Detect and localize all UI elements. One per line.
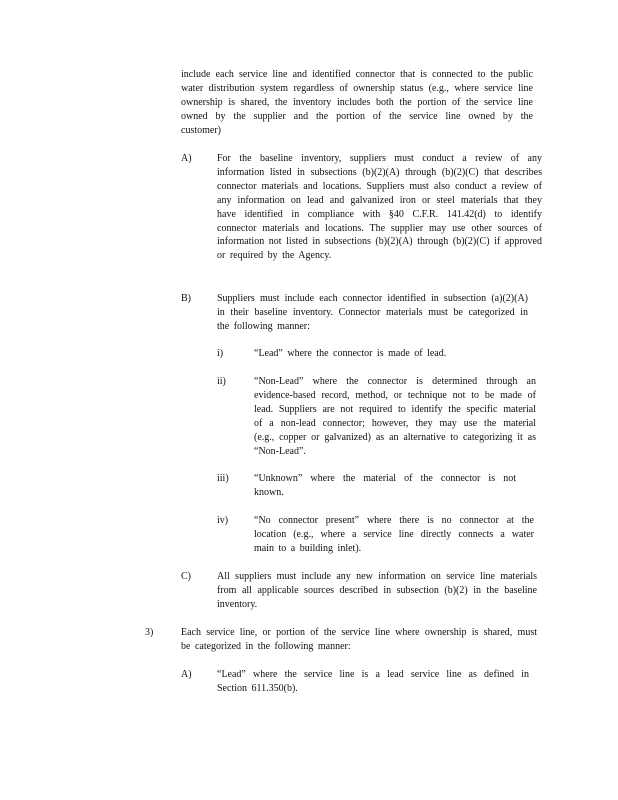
item-c-text: All suppliers must include any new information on service line materials from all applicable sources described in subsection (b)(2) in the baseline inventory. (217, 571, 537, 610)
section-3-marker: 3) (145, 627, 154, 638)
subitem-ii-text: “Non-Lead” where the connector is determined through an evidence-based record, method, or technique not to be made of lead. Suppliers are not required to identify the specific material of a non-lead connector; however, they may use the material (e.g., copper or galvanized) as an alternative to categorizing it as “Non-Lead”. (254, 376, 536, 457)
item-a-marker: A) (181, 153, 192, 164)
subitem-i-text: “Lead” where the connector is made of lead. (254, 348, 447, 359)
intro-paragraph: include each service line and identified connector that is connected to the public water distribution system regardless of ownership status (e.g., where service line ownership is shared, the inventory includes both the portion of the service line owned by the supplier and the portion of the service line owned by the customer) (181, 69, 533, 136)
subitem-i-marker: i) (217, 348, 224, 359)
item-c-marker: C) (181, 571, 191, 582)
subitem-iv-marker: iv) (217, 515, 229, 526)
subitem-iii-marker: iii) (217, 473, 229, 484)
item-b-marker: B) (181, 293, 191, 304)
subitem-iv-text: “No connector present” where there is no connector at the location (e.g., where a service line directly connects a water main to a building inlet). (254, 515, 534, 554)
section-3-text: Each service line, or portion of the service line where ownership is shared, must be categorized in the following manner: (181, 627, 537, 652)
subitem-ii-marker: ii) (217, 376, 226, 387)
item-a-text: For the baseline inventory, suppliers must conduct a review of any information listed in subsections (b)(2)(A) through (b)(2)(C) that describes connector materials and locations. Suppliers must also conduct a review of any information on lead and galvanized iron or steel materials that they have identified in compliance with §40 C.F.R. 141.42(d) to identify connector materials and locations. The supplier may use other sources of information not listed in subsections (b)(2)(A) through (b)(2)(C) if approved or required by the Agency. (217, 153, 542, 262)
section-3-item-a-marker: A) (181, 669, 192, 680)
subitem-iii-text: “Unknown” where the material of the connector is not known. (254, 473, 516, 498)
section-3-item-a-text: “Lead” where the service line is a lead service line as defined in Section 611.350(b). (217, 669, 529, 694)
item-b-text: Suppliers must include each connector identified in subsection (a)(2)(A) in their baseline inventory. Connector materials must be categorized in the following manner: (217, 293, 528, 332)
